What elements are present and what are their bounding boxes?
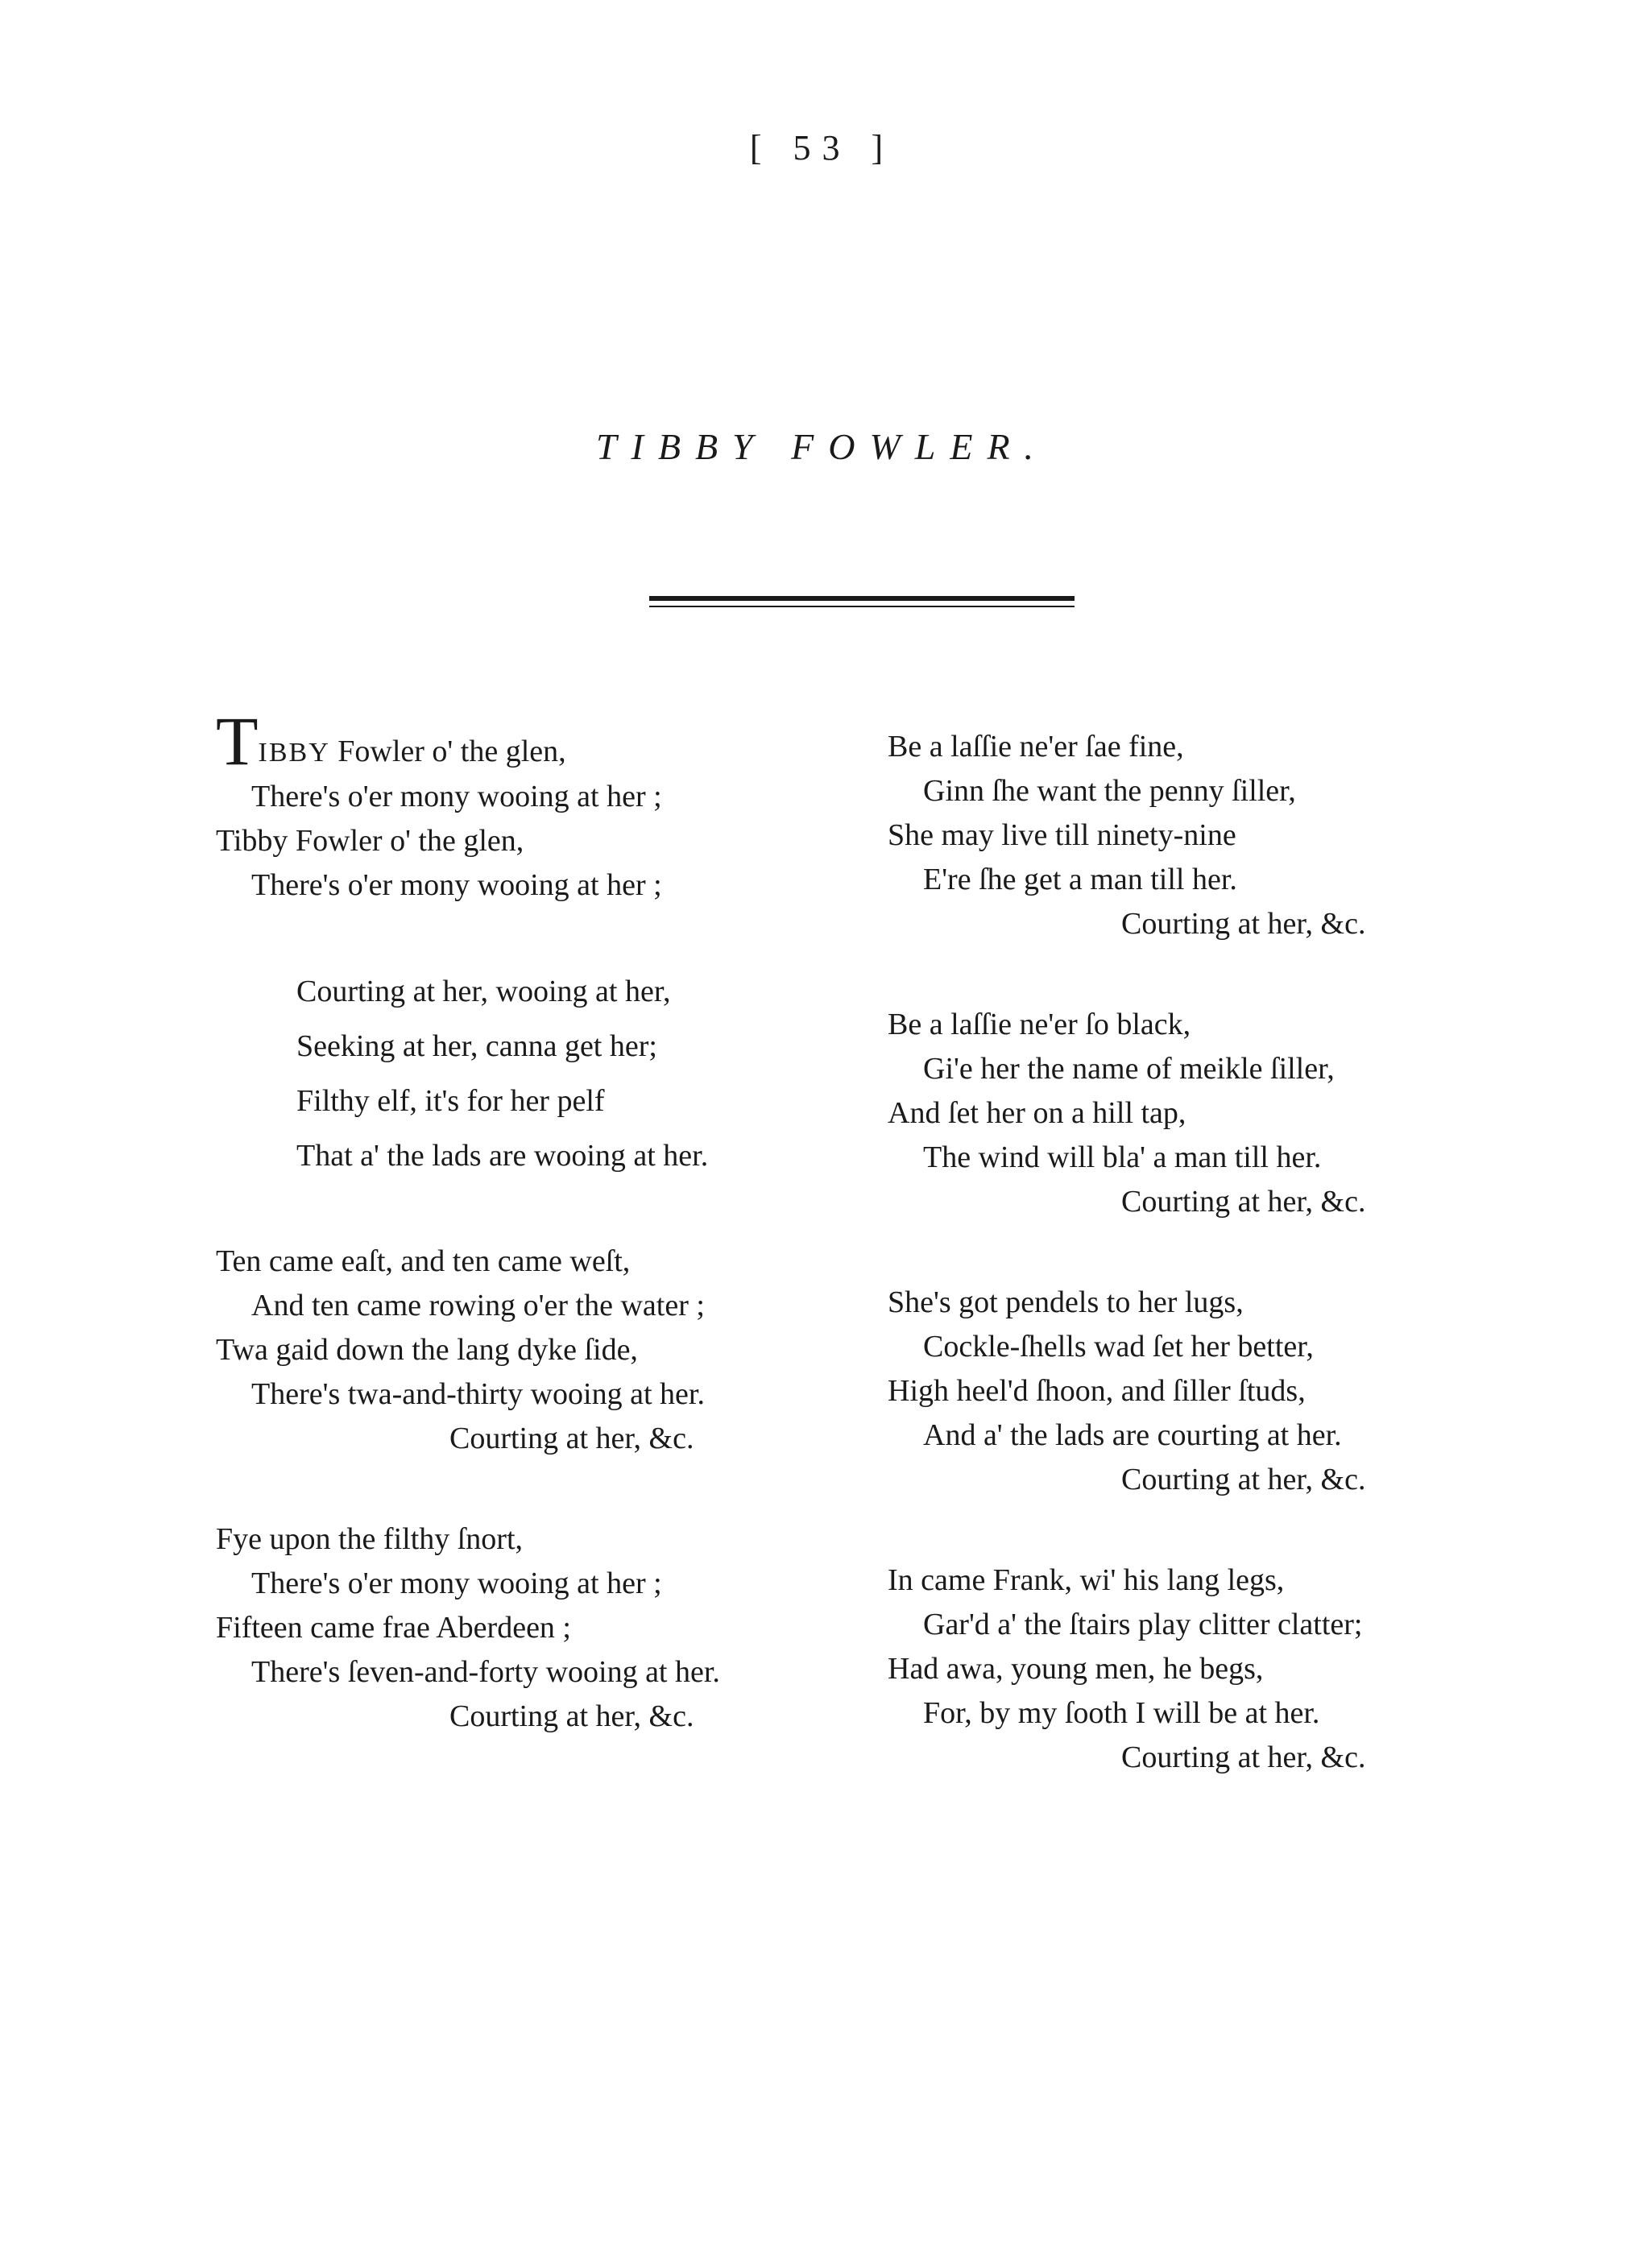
verse-line xyxy=(216,702,860,780)
verse-line: Be a laſſie ne'er ſae fine, xyxy=(888,730,1184,764)
stanza xyxy=(216,702,860,908)
verse-line: Twa gaid down the lang dyke ſide, xyxy=(216,1333,638,1367)
verse-line: There's o'er mony wooing at her ; xyxy=(251,868,662,902)
chorus-cue: Courting at her, &c. xyxy=(1121,907,1366,941)
poem-title: TIBBY FOWLER. xyxy=(595,426,1049,467)
verse-line: And ſet her on a hill tap, xyxy=(888,1096,1186,1130)
verse-line: In came Frank, wi' his lang legs, xyxy=(888,1563,1285,1597)
verse-line: Be a laſſie ne'er ſo black, xyxy=(888,1008,1191,1041)
page-number: [ 53 ] xyxy=(749,128,895,168)
small-caps-word: IBBY xyxy=(258,738,330,768)
verse-line: There's ſeven-and-forty wooing at her. xyxy=(251,1655,720,1689)
stanza xyxy=(216,1240,860,1461)
verse-text: Fowler o' the glen, xyxy=(329,735,566,768)
verse-line: Fye upon the filthy ſnort, xyxy=(216,1522,524,1556)
stanza xyxy=(888,725,1532,946)
verse-line: There's o'er mony wooing at her ; xyxy=(251,1566,662,1600)
drop-cap: T xyxy=(216,702,259,780)
left-column xyxy=(216,702,860,1795)
title-rule-thin xyxy=(649,606,1075,607)
verse-line: Ginn ſhe want the penny ſiller, xyxy=(923,774,1296,808)
chorus-cue: Courting at her, &c. xyxy=(1121,1463,1366,1496)
verse-line: She's got pendels to her lugs, xyxy=(888,1285,1244,1319)
verse-line: For, by my ſooth I will be at her. xyxy=(923,1696,1320,1730)
refrain-line: Courting at her, wooing at her, xyxy=(296,975,671,1008)
verse-line: Cockle-ſhells wad ſet her better, xyxy=(923,1330,1314,1364)
refrain-line: Filthy elf, it's for her pelf xyxy=(296,1084,605,1118)
verse-line: Gi'e her the name of meikle ſiller, xyxy=(923,1052,1335,1086)
verse-line: Tibby Fowler o' the glen, xyxy=(216,824,524,858)
verse-line: And ten came rowing o'er the water ; xyxy=(251,1289,705,1322)
chorus-cue: Courting at her, &c. xyxy=(449,1422,694,1455)
verse-line: E're ſhe get a man till her. xyxy=(923,863,1237,896)
verse-line: And a' the lads are courting at her. xyxy=(923,1418,1342,1452)
stanza xyxy=(888,1281,1532,1502)
refrain xyxy=(216,964,860,1183)
verse-line: The wind will bla' a man till her. xyxy=(923,1140,1322,1174)
stanza xyxy=(888,1003,1532,1224)
verse-line: Fifteen came frae Aberdeen ; xyxy=(216,1611,571,1645)
stanza xyxy=(216,1517,860,1739)
stanza xyxy=(888,1558,1532,1780)
verse-line: Had awa, young men, he begs, xyxy=(888,1652,1264,1686)
chorus-cue: Courting at her, &c. xyxy=(1121,1740,1366,1774)
verse-line: There's o'er mony wooing at her ; xyxy=(251,780,662,813)
chorus-cue: Courting at her, &c. xyxy=(1121,1185,1366,1219)
chorus-cue: Courting at her, &c. xyxy=(449,1699,694,1733)
verse-line: She may live till ninety-nine xyxy=(888,818,1236,852)
right-column xyxy=(888,725,1532,1836)
verse-line: High heel'd ſhoon, and ſiller ſtuds, xyxy=(888,1374,1306,1408)
verse-line: Ten came eaſt, and ten came weſt, xyxy=(216,1244,631,1278)
verse-line: Gar'd a' the ſtairs play clitter clatter; xyxy=(923,1608,1363,1641)
refrain-line: Seeking at her, canna get her; xyxy=(296,1029,657,1063)
verse-line: There's twa-and-thirty wooing at her. xyxy=(251,1377,705,1411)
refrain-line: That a' the lads are wooing at her. xyxy=(296,1139,709,1173)
title-rule-thick xyxy=(649,596,1075,601)
